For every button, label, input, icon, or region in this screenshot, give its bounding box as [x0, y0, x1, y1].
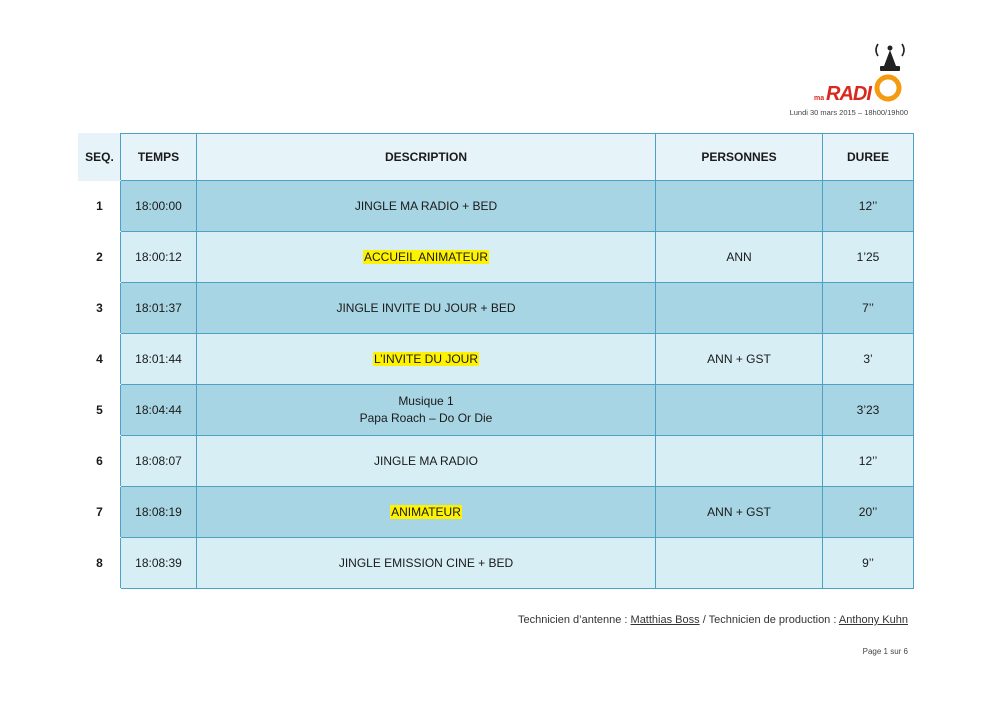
- description-text: JINGLE EMISSION CINE + BED: [338, 556, 514, 570]
- description-cell: [197, 385, 656, 436]
- seq-cell: 2: [79, 232, 121, 283]
- time-cell: 18:01:37: [121, 283, 197, 334]
- logo-prefix-text: ma: [814, 95, 825, 102]
- duration-cell: 1’25: [823, 232, 914, 283]
- table-header-row: [79, 134, 914, 181]
- description-subtext: Papa Roach – Do Or Die: [359, 411, 493, 425]
- seq-cell: 1: [79, 181, 121, 232]
- time-cell: 18:04:44: [121, 385, 197, 436]
- logo-radio-text: RADI: [826, 83, 871, 105]
- description-text-highlighted: L’INVITE DU JOUR: [373, 352, 478, 366]
- description-cell: [197, 232, 656, 283]
- persons-cell: ANN: [656, 232, 823, 283]
- time-cell: 18:08:19: [121, 487, 197, 538]
- table-row: [79, 385, 914, 436]
- seq-cell: 8: [79, 538, 121, 589]
- persons-cell: [656, 385, 823, 436]
- column-header-duration: DUREE: [823, 134, 914, 181]
- duration-cell: 3’23: [823, 385, 914, 436]
- description-text-highlighted: ACCUEIL ANIMATEUR: [363, 250, 489, 264]
- time-cell: 18:00:00: [121, 181, 197, 232]
- column-header-time: TEMPS: [121, 134, 197, 181]
- persons-cell: [656, 283, 823, 334]
- time-cell: 18:01:44: [121, 334, 197, 385]
- description-cell: [197, 283, 656, 334]
- duration-cell: 12’’: [823, 181, 914, 232]
- production-technician-label: Technicien de production :: [708, 614, 837, 626]
- persons-cell: ANN + GST: [656, 334, 823, 385]
- description-cell: [197, 334, 656, 385]
- rundown-table: [78, 133, 914, 589]
- seq-cell: 5: [79, 385, 121, 436]
- radio-logo: [814, 42, 912, 106]
- table-row: [79, 487, 914, 538]
- time-cell: 18:08:39: [121, 538, 197, 589]
- seq-cell: 6: [79, 436, 121, 487]
- antenna-technician-label: Technicien d’antenne :: [518, 614, 628, 626]
- technician-credits: [518, 614, 908, 626]
- broadcast-date: Lundi 30 mars 2015 – 18h00/19h00: [789, 108, 908, 117]
- duration-cell: 7’’: [823, 283, 914, 334]
- description-cell: [197, 436, 656, 487]
- table-row: [79, 181, 914, 232]
- antenna-technician-name: Matthias Boss: [630, 614, 700, 626]
- production-technician-name: Anthony Kuhn: [838, 614, 908, 626]
- description-text-highlighted: ANIMATEUR: [391, 505, 461, 519]
- broadcast-tower-icon: [876, 44, 904, 71]
- column-header-seq: SEQ.: [79, 134, 121, 181]
- table-row: [79, 232, 914, 283]
- table-row: [79, 334, 914, 385]
- column-header-persons: PERSONNES: [656, 134, 823, 181]
- description-text: Musique 1: [398, 394, 454, 408]
- description-cell: [197, 181, 656, 232]
- table-row: [79, 283, 914, 334]
- duration-cell: 9’’: [823, 538, 914, 589]
- table-row: [79, 538, 914, 589]
- description-text: JINGLE MA RADIO: [373, 454, 479, 468]
- description-cell: [197, 538, 656, 589]
- duration-cell: 20’’: [823, 487, 914, 538]
- seq-cell: 3: [79, 283, 121, 334]
- seq-cell: 4: [79, 334, 121, 385]
- page-number: Page 1 sur 6: [862, 647, 908, 656]
- time-cell: 18:00:12: [121, 232, 197, 283]
- duration-cell: 12’’: [823, 436, 914, 487]
- description-cell: [197, 487, 656, 538]
- duration-cell: 3’: [823, 334, 914, 385]
- persons-cell: [656, 538, 823, 589]
- table-row: [79, 436, 914, 487]
- persons-cell: ANN + GST: [656, 487, 823, 538]
- column-header-description: DESCRIPTION: [197, 134, 656, 181]
- time-cell: 18:08:07: [121, 436, 197, 487]
- persons-cell: [656, 181, 823, 232]
- description-text: JINGLE MA RADIO + BED: [354, 199, 498, 213]
- seq-cell: 7: [79, 487, 121, 538]
- persons-cell: [656, 436, 823, 487]
- credits-separator: /: [702, 614, 706, 626]
- description-text: JINGLE INVITE DU JOUR + BED: [336, 301, 516, 315]
